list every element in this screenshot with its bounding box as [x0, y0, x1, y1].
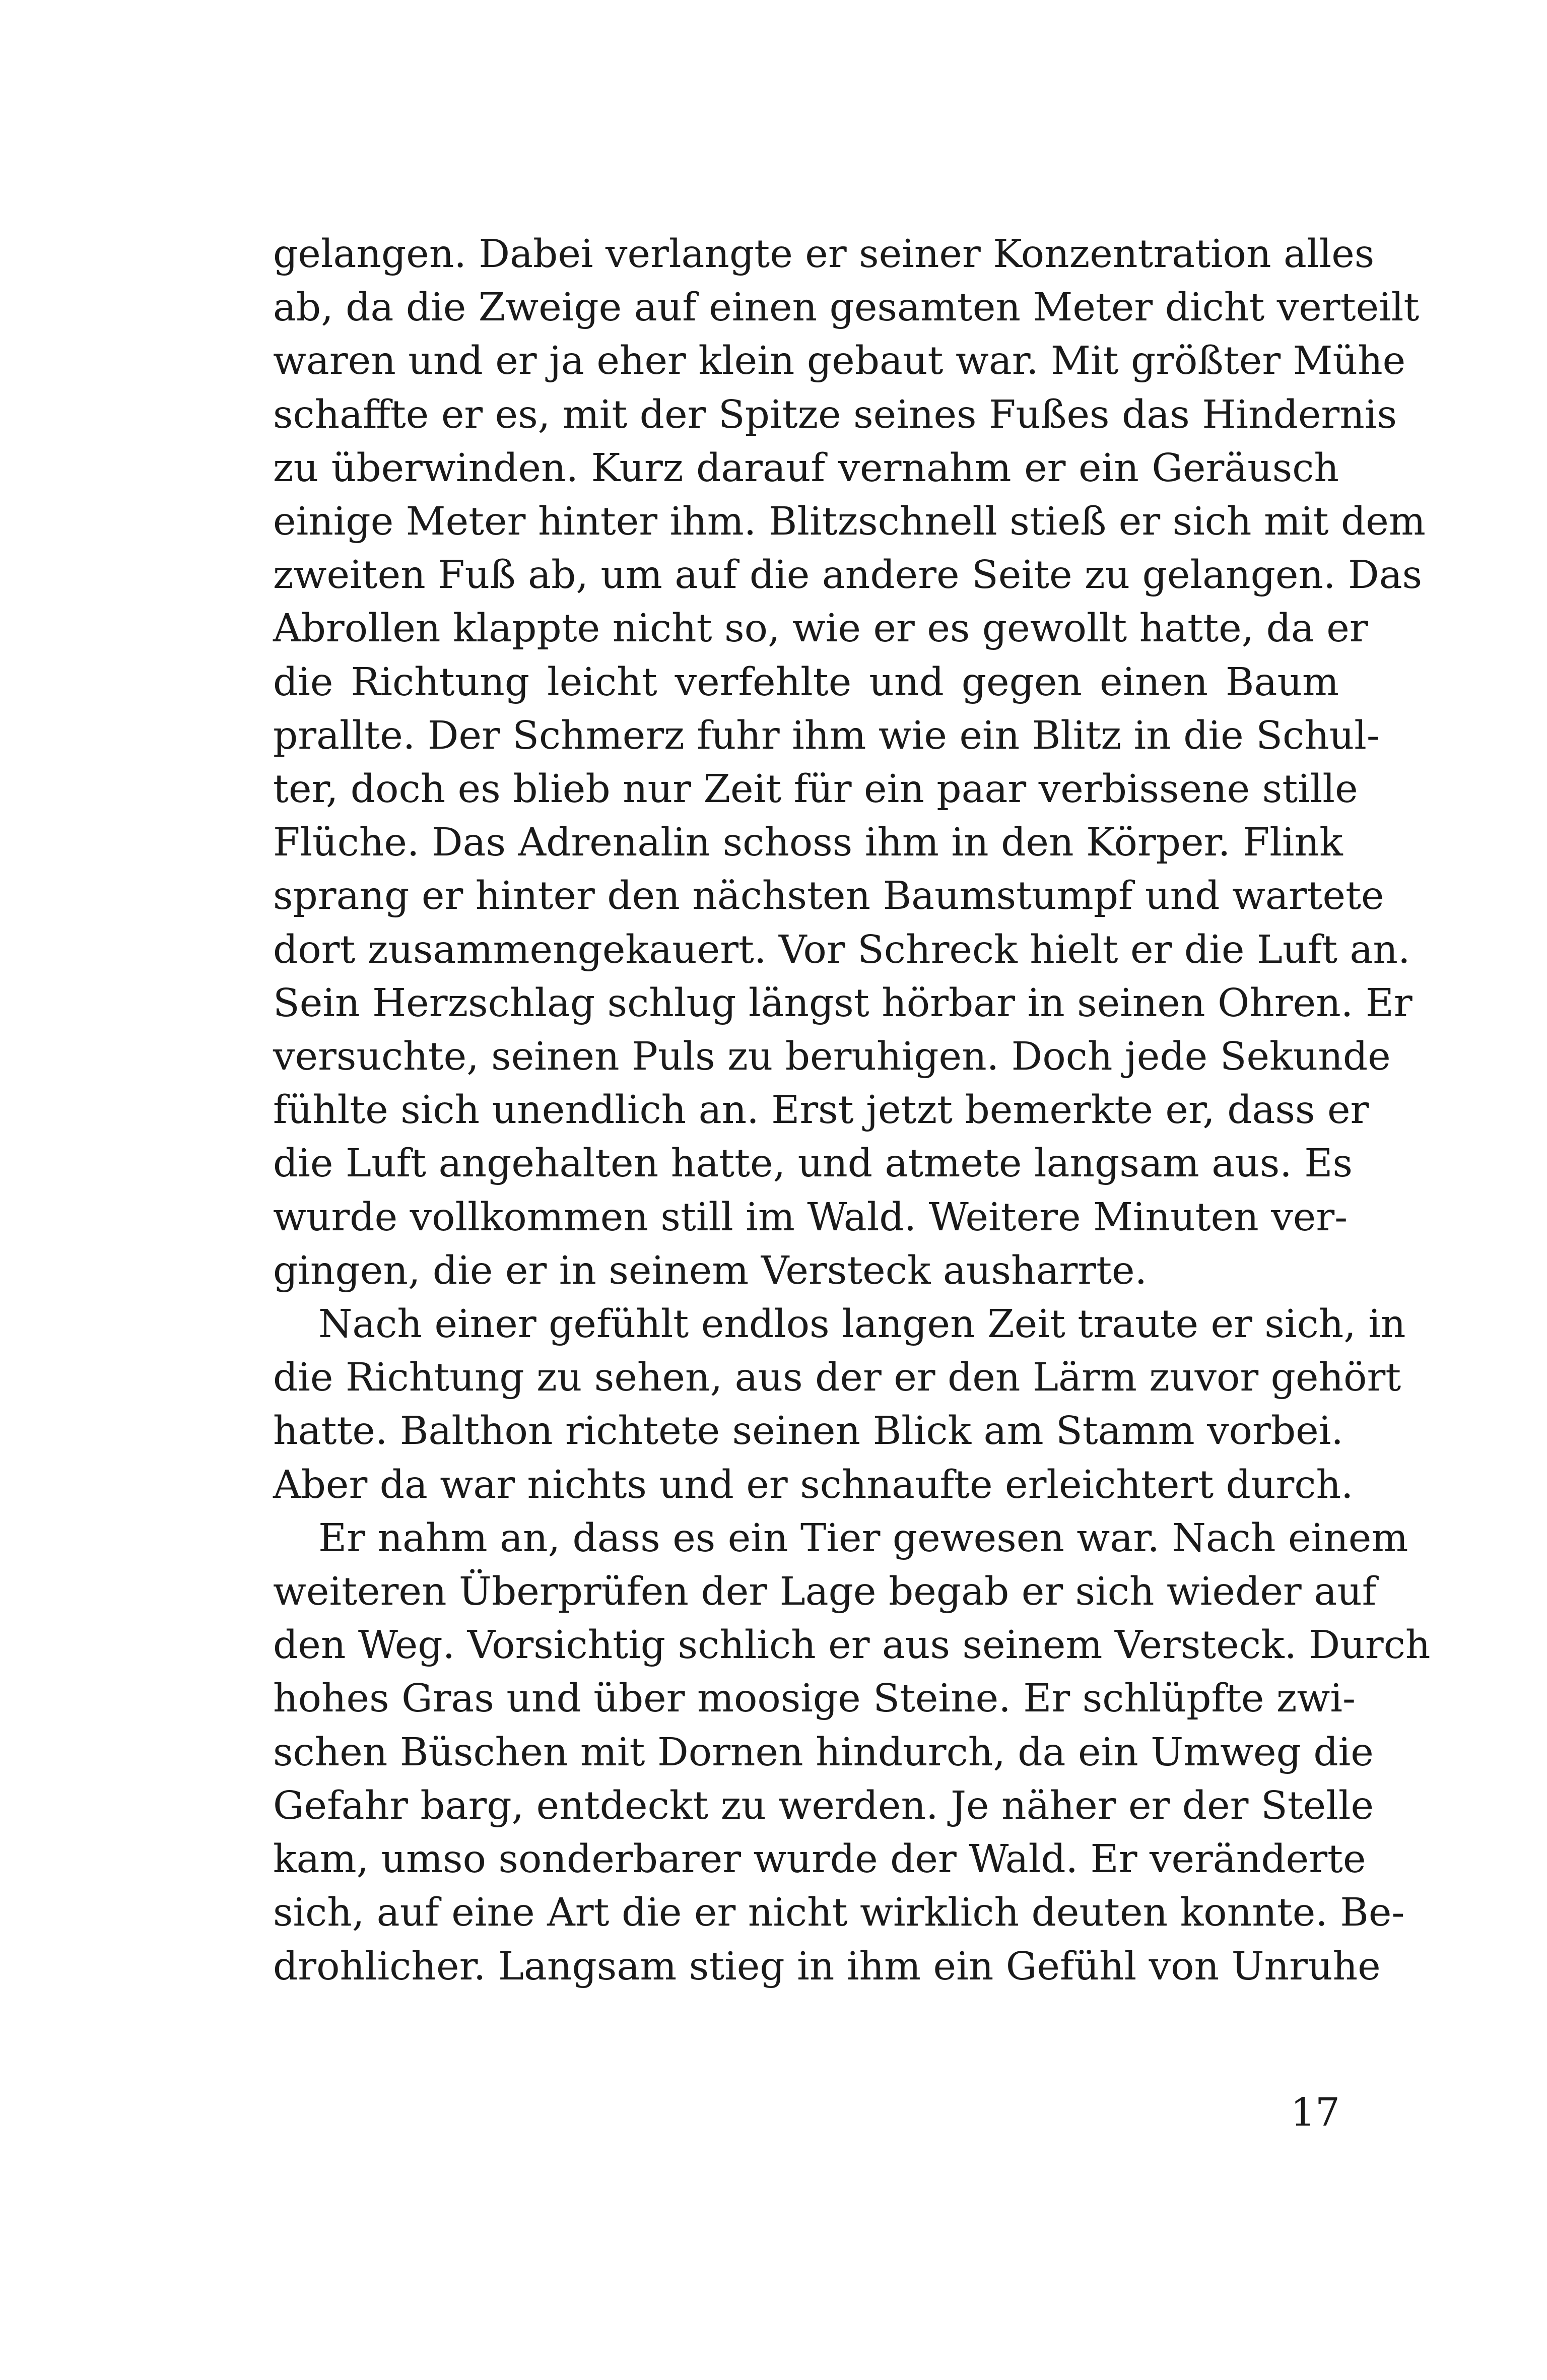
text-line: drohlicher. Langsam stieg in ihm ein Gefühl von Unruhe: [273, 1944, 1381, 1989]
text-line: Flüche. Das Adrenalin schoss ihm in den Körper. Flink: [273, 820, 1343, 866]
text-line: Gefahr barg, entdeckt zu werden. Je näher er der Stelle: [273, 1783, 1374, 1828]
text-line: weiteren Überprüfen der Lage begab er sich wieder auf: [273, 1569, 1377, 1615]
text-line: Abrollen klappte nicht so, wie er es gewollt hatte, da er: [273, 606, 1368, 651]
text-line: ab, da die Zweige auf einen gesamten Meter dicht verteilt: [273, 285, 1420, 330]
text-line: Sein Herzschlag schlug längst hörbar in seinen Ohren. Er: [273, 980, 1413, 1026]
text-line: Aber da war nichts und er schnaufte erleichtert durch.: [273, 1462, 1354, 1507]
text-line: dort zusammengekauert. Vor Schreck hielt er die Luft an.: [273, 927, 1410, 972]
text-line: hohes Gras und über moosige Steine. Er schlüpfte zwi-: [273, 1676, 1356, 1722]
text-line: gelangen. Dabei verlangte er seiner Konzentration alles: [273, 232, 1375, 277]
text-line: Er nahm an, dass es ein Tier gewesen war. Nach einem: [318, 1515, 1408, 1561]
page-number: 17: [1291, 2090, 1340, 2135]
text-line: sprang er hinter den nächsten Baumstumpf und wartete: [273, 874, 1384, 919]
text-line: ter, doch es blieb nur Zeit für ein paar verbissene stille: [273, 767, 1358, 812]
paragraph-1: [273, 228, 1426, 1298]
text-line: einige Meter hinter ihm. Blitzschnell stieß er sich mit dem: [273, 499, 1426, 545]
text-line: hatte. Balthon richtete seinen Blick am Stamm vorbei.: [273, 1409, 1343, 1454]
text-line: wurde vollkommen still im Wald. Weitere Minuten ver-: [273, 1195, 1348, 1240]
text-line: waren und er ja eher klein gebaut war. Mit größter Mühe: [273, 339, 1406, 384]
text-line: Nach einer gefühlt endlos langen Zeit traute er sich, in: [318, 1302, 1406, 1347]
text-line: die Richtung leicht verfehlte und gegen einen Baum: [273, 659, 1339, 705]
body-text: [273, 228, 1431, 1994]
text-line: versuchte, seinen Puls zu beruhigen. Doch jede Sekunde: [273, 1034, 1391, 1080]
text-line: zu überwinden. Kurz darauf vernahm er ein Geräusch: [273, 445, 1339, 491]
text-line: schen Büschen mit Dornen hindurch, da ein Umweg die: [273, 1730, 1374, 1775]
text-line: schaffte er es, mit der Spitze seines Fußes das Hindernis: [273, 392, 1397, 437]
text-line: gingen, die er in seinem Versteck ausharrte.: [273, 1248, 1148, 1293]
paragraph-3: [273, 1512, 1431, 1994]
text-line: zweiten Fuß ab, um auf die andere Seite zu gelangen. Das: [273, 553, 1423, 598]
text-line: kam, umso sonderbarer wurde der Wald. Er veränderte: [273, 1837, 1366, 1882]
paragraph-2: [273, 1298, 1406, 1512]
text-line: den Weg. Vorsichtig schlich er aus seinem Versteck. Durch: [273, 1623, 1431, 1668]
text-line: die Luft angehalten hatte, und atmete langsam aus. Es: [273, 1141, 1353, 1186]
text-line: fühlte sich unendlich an. Erst jetzt bemerkte er, dass er: [273, 1088, 1369, 1133]
text-line: sich, auf eine Art die er nicht wirklich deuten konnte. Be-: [273, 1890, 1405, 1936]
text-line: die Richtung zu sehen, aus der er den Lärm zuvor gehört: [273, 1355, 1401, 1401]
text-line: prallte. Der Schmerz fuhr ihm wie ein Blitz in die Schul-: [273, 713, 1380, 758]
